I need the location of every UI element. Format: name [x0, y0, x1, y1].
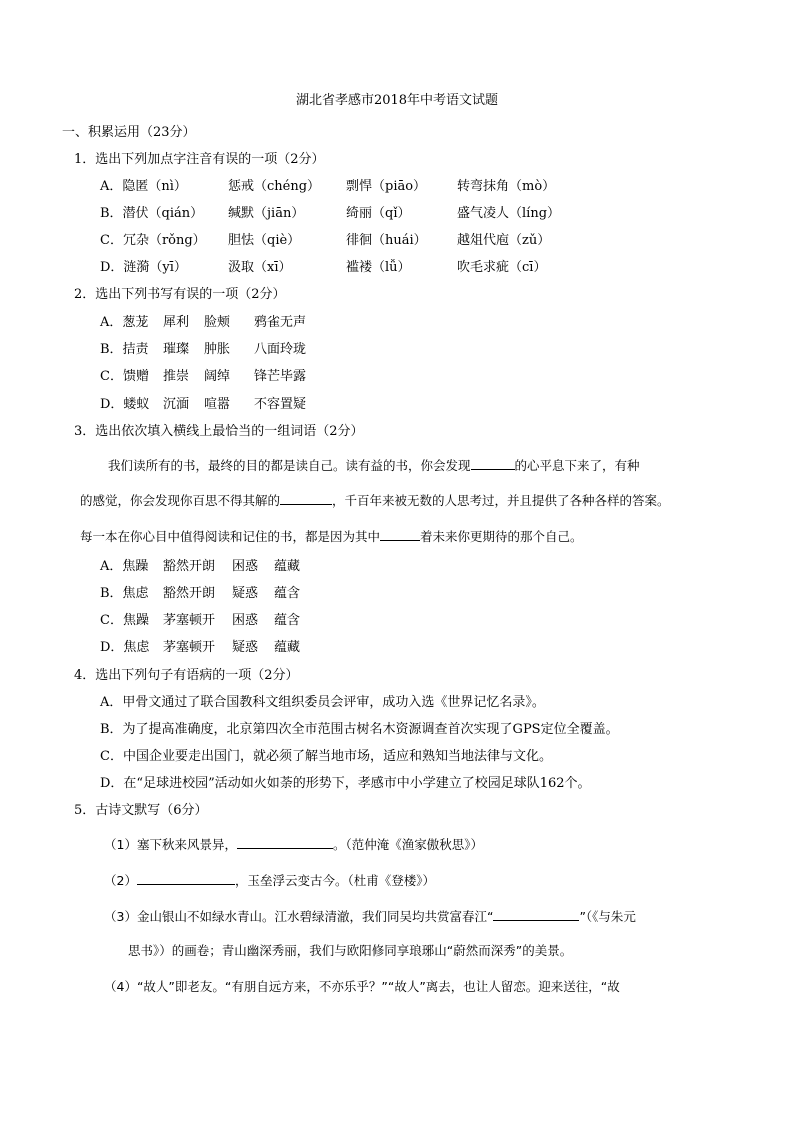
q1-option-d-word3: 褴褛（lǚ） [346, 260, 411, 275]
q2-option-d-word2: 沉湎 [163, 397, 190, 412]
q3-blank-3[interactable] [380, 527, 420, 541]
q3-option-d: D．焦虑 [100, 640, 150, 655]
q5-line3-cont: 思书》）的画卷；青山幽深秀丽，我们与欧阳修同享琅琊山“蔚然而深秀”的美景。 [128, 943, 573, 958]
q2-option-b-word3: 肿胀 [204, 342, 231, 357]
q3-option-d-word2: 茅塞顿开 [163, 640, 216, 655]
q3-option-b-word2: 豁然开朗 [163, 586, 216, 601]
q3-option-c-word4: 蕴含 [274, 613, 301, 628]
q5-line4: （4）“故人”即老友。“有朋自远方来，不亦乐乎？”“故人”离去，也让人留恋。迎来送往，“故 [104, 979, 620, 994]
q1-option-c: C．冗杂（rǒng） [100, 233, 206, 248]
q3-option-c-word3: 困惑 [232, 613, 259, 628]
q2-option-a-word4: 鸦雀无声 [254, 315, 307, 330]
q1-option-a-word4: 转弯抹角（mò） [457, 179, 556, 194]
q4-stem: 4．选出下列句子有语病的一项（2分） [74, 668, 299, 683]
exam-title: 湖北省孝感市2018年中考语文试题 [295, 93, 499, 108]
q3-blank-1[interactable] [471, 456, 515, 470]
q1-option-a-word3: 剽悍（piāo） [346, 179, 427, 194]
q3-option-a-word3: 困惑 [232, 559, 259, 574]
q3-text-3a: 每一本在你心目中值得阅读和记住的书，都是因为其中 [80, 529, 381, 544]
q1-option-b-word3: 绮丽（qǐ） [346, 206, 411, 221]
q2-option-a: A．葱茏 [100, 315, 149, 330]
q5-text-1a: （1）塞下秋来风景异， [104, 837, 237, 852]
q5-stem: 5．古诗文默写（6分） [74, 803, 208, 818]
q2-option-b: B．拮责 [100, 342, 149, 357]
q2-option-c: C．馈赠 [100, 369, 149, 384]
q5-blank-1[interactable] [237, 835, 333, 849]
q2-option-d-word3: 喧嚣 [204, 397, 231, 412]
q3-text-2b: ，千百年来被无数的人思考过，并且提供了各种各样的答案。 [332, 493, 670, 508]
q3-paragraph-line1 [108, 456, 640, 474]
q2-stem: 2．选出下列书写有误的一项（2分） [74, 287, 286, 302]
q2-option-d-word4: 不容置疑 [254, 397, 307, 412]
q3-text-3b: 着未来你更期待的那个自己。 [420, 529, 583, 544]
q1-option-b: B．潜伏（qián） [100, 206, 204, 221]
q5-text-2a: （2） [104, 873, 137, 888]
q2-option-c-word4: 锋芒毕露 [254, 369, 307, 384]
q1-stem: 1．选出下列加点字注音有误的一项（2分） [74, 152, 325, 167]
q2-option-a-word3: 脸颊 [204, 315, 231, 330]
q2-option-a-word2: 犀利 [163, 315, 190, 330]
q3-option-b-word3: 疑惑 [232, 586, 259, 601]
q2-option-b-word2: 璀璨 [163, 342, 190, 357]
q1-option-b-word2: 缄默（jiān） [228, 206, 305, 221]
q1-option-d-word2: 汲取（xī） [228, 260, 292, 275]
q3-option-a: A．焦躁 [100, 559, 149, 574]
q4-option-a: A．甲骨文通过了联合国教科文组织委员会评审，成功入选《世界记忆名录》。 [100, 695, 545, 710]
q1-option-c-word3: 徘徊（huái） [346, 233, 427, 248]
q4-option-d: D．在“足球进校园”活动如火如荼的形势下，孝感市中小学建立了校园足球队162个。 [100, 776, 591, 791]
q5-text-1b: 。（范仲淹《渔家傲秋思》） [332, 837, 483, 852]
section-heading: 一、积累运用（23分） [62, 125, 196, 140]
q2-option-b-word4: 八面玲珑 [254, 342, 307, 357]
q5-line2 [104, 871, 435, 889]
q3-option-d-word3: 疑惑 [232, 640, 259, 655]
q2-option-c-word2: 推崇 [163, 369, 190, 384]
q1-option-d-word4: 吹毛求疵（cī） [457, 260, 547, 275]
q3-option-a-word2: 豁然开朗 [163, 559, 216, 574]
q4-option-c: C．中国企业要走出国门，就必须了解当地市场，适应和熟知当地法律与文化。 [100, 749, 552, 764]
q3-option-c-word2: 茅塞顿开 [163, 613, 216, 628]
q1-option-a: A．隐匿（nì） [100, 179, 187, 194]
q3-text-1b: 的心平息下来了，有种 [514, 458, 640, 473]
q1-option-c-word2: 胆怯（qiè） [228, 233, 301, 248]
q3-option-b-word4: 蕴含 [274, 586, 301, 601]
q3-text-2a: 的感觉，你会发现你百思不得其解的 [80, 493, 281, 508]
q1-option-c-word4: 越俎代庖（zǔ） [457, 233, 551, 248]
q1-option-a-word2: 惩戒（chéng） [228, 179, 321, 194]
q5-line1 [104, 835, 483, 853]
q5-text-2b: ，玉垒浮云变古今。（杜甫《登楼》） [234, 873, 435, 888]
q3-option-a-word4: 蕴藏 [274, 559, 301, 574]
q2-option-c-word3: 阔绰 [204, 369, 231, 384]
q3-text-1a: 我们读所有的书，最终的目的都是读自己。读有益的书，你会发现 [108, 458, 471, 473]
q3-option-c: C．焦躁 [100, 613, 149, 628]
q3-option-b: B．焦虑 [100, 586, 149, 601]
q2-option-d: D．蝼蚁 [100, 397, 150, 412]
q5-blank-3[interactable] [493, 907, 579, 921]
q5-text-3a: （3）金山银山不如绿水青山。江水碧绿清澈，我们同吴均共赏富春江“ [104, 909, 494, 924]
q1-option-d: D．涟漪（yī） [100, 260, 187, 275]
q5-blank-2[interactable] [137, 871, 235, 885]
q3-option-d-word4: 蕴藏 [274, 640, 301, 655]
q5-line3 [104, 907, 636, 925]
q4-option-b: B．为了提高准确度，北京第四次全市范围古树名木资源调查首次实现了GPS定位全覆盖。 [100, 722, 619, 737]
q3-blank-2[interactable] [280, 491, 332, 505]
q1-option-b-word4: 盛气凌人（líng） [457, 206, 561, 221]
q3-paragraph-line2 [80, 491, 670, 509]
q5-text-3b: ”（《与朱元 [579, 909, 636, 924]
q3-stem: 3．选出依次填入横线上最恰当的一组词语（2分） [74, 424, 364, 439]
q3-paragraph-line3 [80, 527, 583, 545]
